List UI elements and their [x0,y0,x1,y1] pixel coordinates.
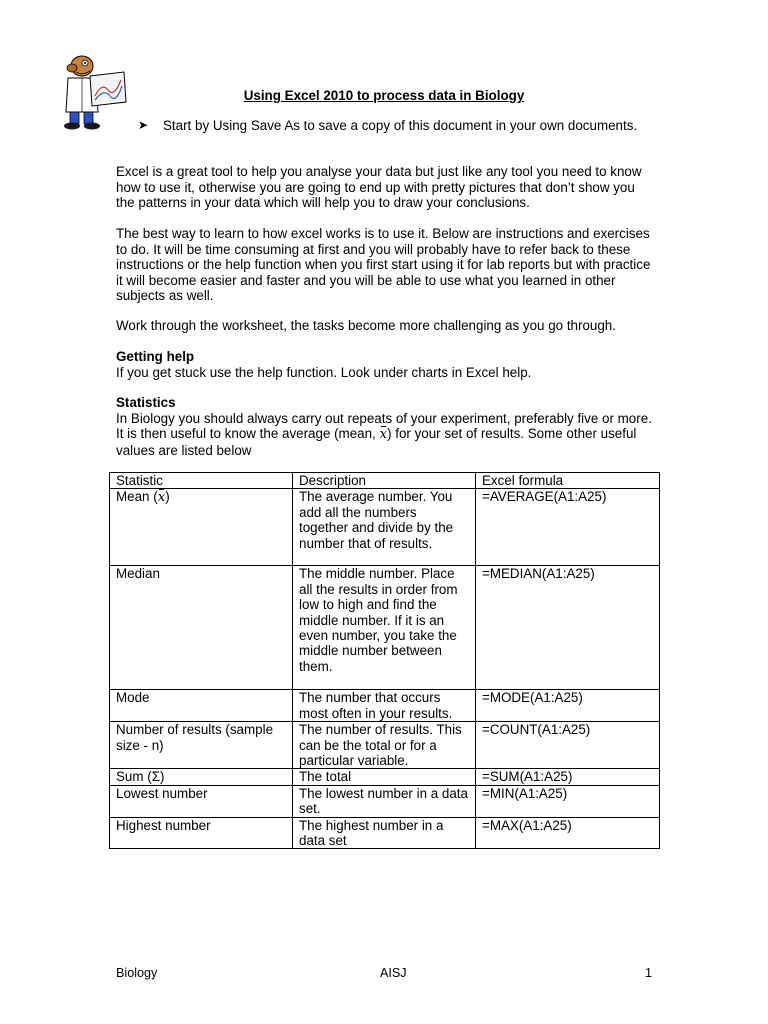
header-formula: Excel formula [476,473,660,489]
description-cell: The middle number. Place all the results in order from low to high and find the middle number. If it is an even number, you take the middle number between them. [293,566,476,690]
formula-cell: =MODE(A1:A25) [476,690,660,722]
formula-cell: =MAX(A1:A25) [476,817,660,849]
document-title: Using Excel 2010 to process data in Biology [243,88,525,103]
statistic-cell: Mode [110,690,293,722]
formula-cell: =MIN(A1:A25) [476,785,660,817]
table-header-row [110,473,660,489]
getting-help-text: If you get stuck use the help function. Look under charts in Excel help. [116,364,532,380]
statistics-table [109,472,660,849]
statistic-cell: Highest number [110,817,293,849]
bullet-text: Start by Using Save As to save a copy of this document in your own documents. [163,118,638,133]
intro-paragraph: Excel is a great tool to help you analyse your data but just like any tool you need to know how to use it, otherwise you are going to end up with pretty pictures that don’t show you the patterns in your data which will help you to draw your conclusions. [116,164,642,211]
table-row [110,769,660,785]
header-statistic: Statistic [110,473,293,489]
statistic-cell: Mean (x) [110,489,293,566]
formula-cell: =SUM(A1:A25) [476,769,660,785]
formula-cell: =MEDIAN(A1:A25) [476,566,660,690]
arrow-bullet-icon: ➤ [138,118,149,132]
description-cell: The highest number in a data set [293,817,476,849]
table-row [110,722,660,769]
description-cell: The lowest number in a data set. [293,785,476,817]
getting-help-heading: Getting help [116,349,195,364]
header-description: Description [293,473,476,489]
statistic-cell: Median [110,566,293,690]
description-cell: The average number. You add all the numbers together and divide by the number that of results. [293,489,476,566]
table-row [110,690,660,722]
mean-symbol: x [157,490,166,506]
mean-symbol: x [379,427,388,443]
worksheet-paragraph: Work through the worksheet, the tasks become more challenging as you go through. [116,318,616,333]
table-row [110,566,660,690]
table-row [110,489,660,566]
statistics-text: In Biology you should always carry out repeats of your experiment, preferably five or more. It is then useful to know the average (mean, x) for your set of results. Some other useful values are listed below [116,410,652,458]
learn-paragraph: The best way to learn to how excel works is to use it. Below are instructions and exercises to do. It will be time consuming at first and you will probably have to refer back to these instructions or the help function when you first start using it for lab reports but with practice it will become easier and faster and you will be able to use what you learned in other subjects as well. [116,226,651,304]
statistics-section [116,395,656,458]
statistics-heading: Statistics [116,395,176,410]
description-cell: The number of results. This can be the total or for a particular variable. [293,722,476,769]
getting-help-section [116,349,656,380]
formula-cell: =COUNT(A1:A25) [476,722,660,769]
footer-page-number: 1 [645,966,653,980]
table-row [110,817,660,849]
table-row [110,785,660,817]
description-cell: The number that occurs most often in your results. [293,690,476,722]
footer-center: AISJ [380,966,407,980]
statistic-cell: Lowest number [110,785,293,817]
footer-left: Biology [116,966,158,980]
statistic-cell: Sum (Σ) [110,769,293,785]
description-cell: The total [293,769,476,785]
statistic-cell: Number of results (sample size - n) [110,722,293,769]
formula-cell: =AVERAGE(A1:A25) [476,489,660,566]
